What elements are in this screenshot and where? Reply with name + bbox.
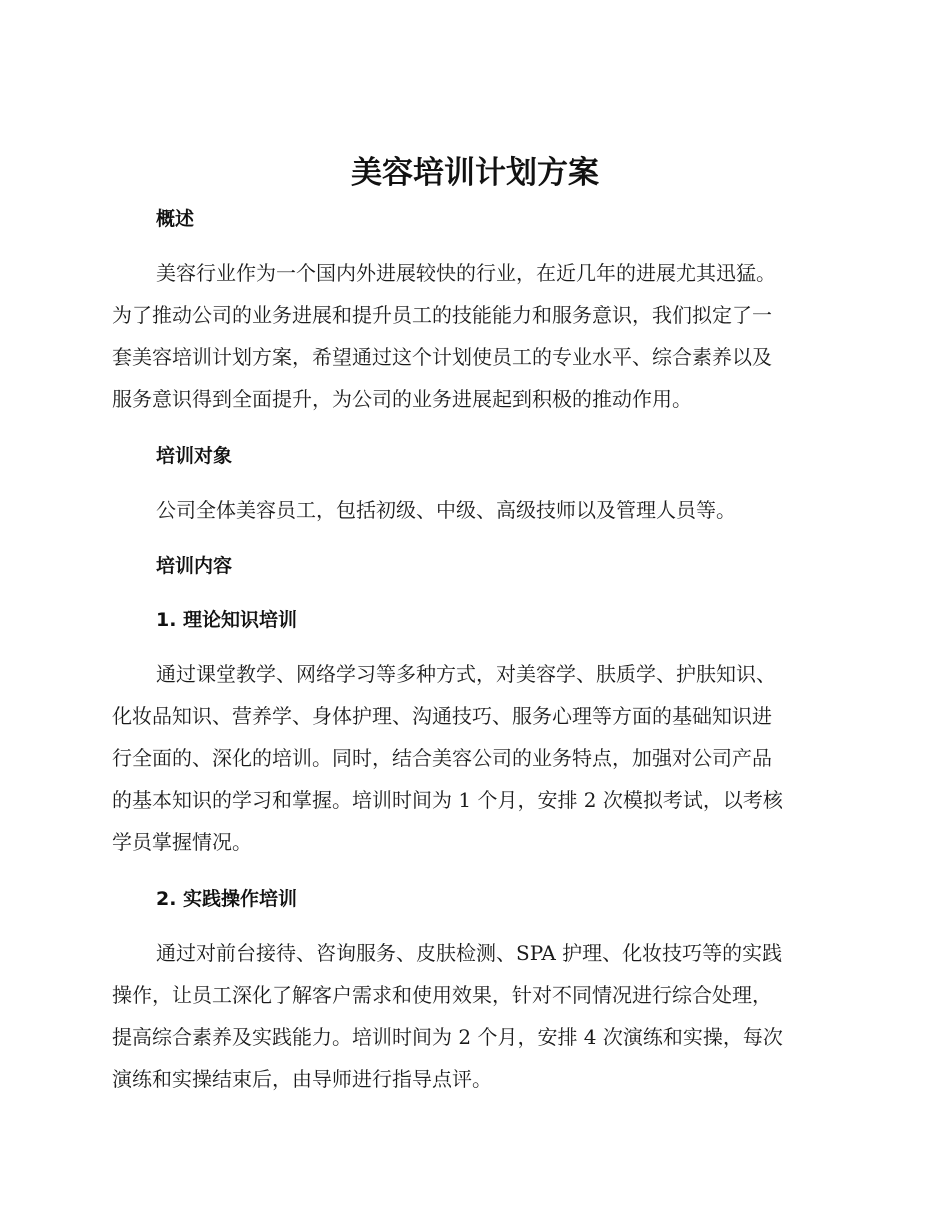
section-heading-practice: 2. 实践操作培训 <box>156 888 298 910</box>
paragraph-line: 行全面的、深化的培训。同时，结合美容公司的业务特点，加强对公司产品 <box>112 746 772 770</box>
document-title: 美容培训计划方案 <box>351 155 599 191</box>
paragraph-line: 为了推动公司的业务进展和提升员工的技能能力和服务意识，我们拟定了一 <box>112 303 772 327</box>
paragraph-line: 演练和实操结束后，由导师进行指导点评。 <box>112 1067 492 1091</box>
section-heading-theory: 1. 理论知识培训 <box>156 609 298 631</box>
section-heading-overview: 概述 <box>156 208 195 230</box>
paragraph-theory <box>112 653 834 863</box>
paragraph-line: 的基本知识的学习和掌握。培训时间为 1 个月，安排 2 次模拟考试，以考核 <box>112 788 783 812</box>
section-heading-content: 培训内容 <box>156 555 233 577</box>
paragraph-line: 提高综合素养及实践能力。培训时间为 2 个月，安排 4 次演练和实操，每次 <box>112 1025 783 1049</box>
paragraph-line: 学员掌握情况。 <box>112 830 252 854</box>
paragraph-line: 化妆品知识、营养学、身体护理、沟通技巧、服务心理等方面的基础知识进 <box>112 704 772 728</box>
paragraph-line: 服务意识得到全面提升，为公司的业务进展起到积极的推动作用。 <box>112 387 692 411</box>
paragraph-line: 公司全体美容员工，包括初级、中级、高级技师以及管理人员等。 <box>156 498 736 522</box>
paragraph-line: 通过课堂教学、网络学习等多种方式，对美容学、肤质学、护肤知识、 <box>156 662 776 686</box>
paragraph-line: 套美容培训计划方案，希望通过这个计划使员工的专业水平、综合素养以及 <box>112 345 772 369</box>
paragraph-line: 操作，让员工深化了解客户需求和使用效果，针对不同情况进行综合处理， <box>112 983 772 1007</box>
paragraph-target <box>112 489 834 531</box>
paragraph-line: 通过对前台接待、咨询服务、皮肤检测、SPA 护理、化妆技巧等的实践 <box>156 941 783 965</box>
paragraph-overview <box>112 252 834 420</box>
section-heading-target: 培训对象 <box>156 445 233 467</box>
paragraph-practice <box>112 932 834 1100</box>
paragraph-line: 美容行业作为一个国内外进展较快的行业，在近几年的进展尤其迅猛。 <box>156 261 776 285</box>
